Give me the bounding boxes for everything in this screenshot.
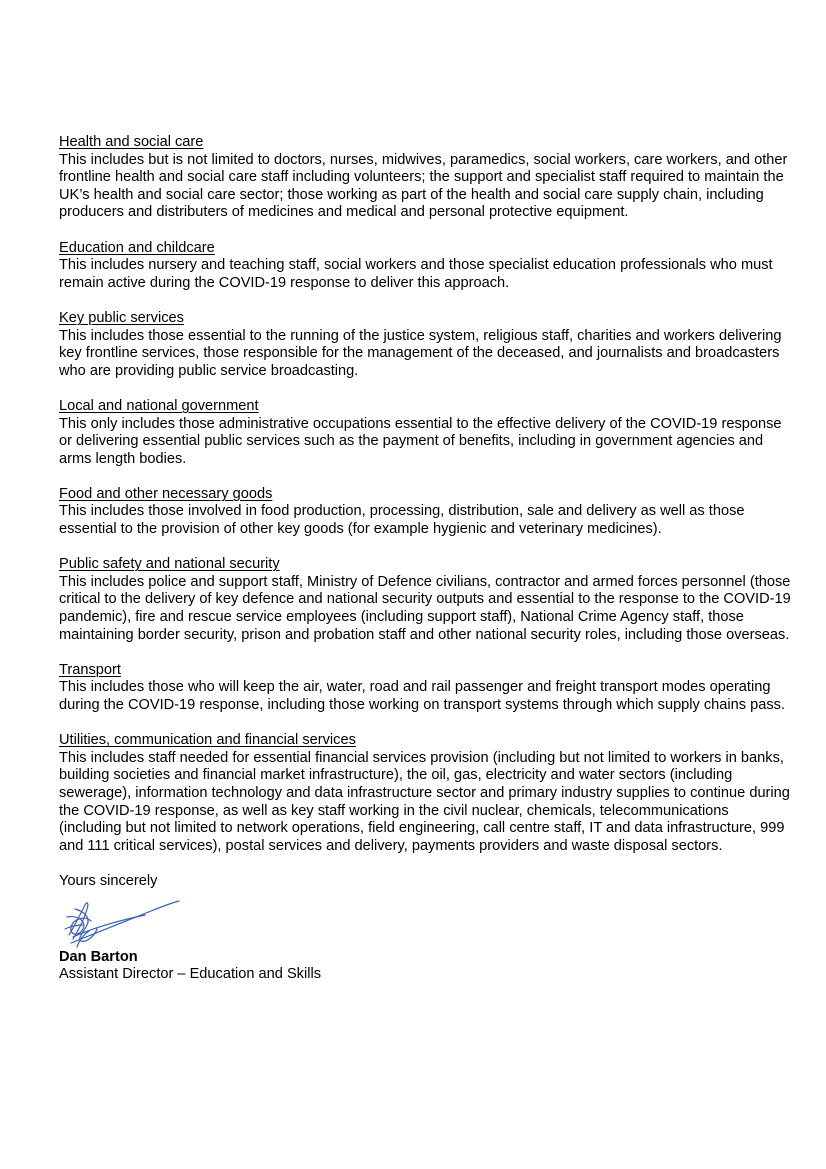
section-body: This includes those essential to the running of the justice system, religious staff, charities and workers delivering key frontline services, those responsible for the management of the deceased, and journalists and broadcasters who are providing public service broadcasting. <box>59 327 782 379</box>
section-heading: Local and national government <box>59 397 259 414</box>
section-body: This only includes those administrative occupations essential to the effective delivery of the COVID-19 response or delivering essential public services such as the payment of benefits, including in government agencies and arms length bodies. <box>59 415 782 467</box>
section-heading: Utilities, communication and financial services <box>59 732 356 749</box>
section-utilities-communication-financial <box>59 732 794 855</box>
section-heading: Education and childcare <box>59 239 215 256</box>
section-heading: Health and social care <box>59 134 204 150</box>
signer-name: Dan Barton <box>59 948 138 965</box>
signer-title: Assistant Director – Education and Skills <box>59 966 321 983</box>
closing-salutation: Yours sincerely <box>59 872 158 889</box>
section-body: This includes staff needed for essential financial services provision (including but not limited to workers in banks, building societies and financial market infrastructure), the oil, gas, electricity and water sectors (including sewerage), information technology and data infrastructure sector and primary industry supplies to continue during the COVID-19 response, as well as key staff working in the civil nuclear, chemicals, telecommunications (including but not limited to network operations, field engineering, call centre staff, IT and data infrastructure, 999 and 111 critical services), postal services and delivery, payments providers and waste disposal sectors. <box>59 749 790 854</box>
section-body: This includes those involved in food production, processing, distribution, sale and delivery as well as those essential to the provision of other key goods (for example hygienic and veterinary medicines). <box>59 503 745 538</box>
section-heading: Public safety and national security <box>59 556 280 573</box>
section-public-safety-and-national-security <box>59 556 794 644</box>
section-body: This includes those who will keep the air, water, road and rail passenger and freight transport modes operating during the COVID-19 response, including those working on transport systems through which supply chains pass. <box>59 679 786 713</box>
section-body: This includes but is not limited to doctors, nurses, midwives, paramedics, social workers, care workers, and other frontline health and social care staff including volunteers; the support and specialist staff required to maintain the UK’s health and social care sector; those working as part of the health and social care supply chain, including producers and distributers of medicines and medical and personal protective equipment. <box>59 151 788 221</box>
section-food-and-necessary-goods <box>59 486 794 539</box>
section-body: This includes police and support staff, Ministry of Defence civilians, contractor and armed forces personnel (those critical to the delivery of key defence and national security outputs and essential to the response to the COVID-19 pandemic), fire and rescue service employees (including support staff), National Crime Agency staff, those maintaining border security, prison and probation staff and other national security roles, including those overseas. <box>59 573 791 643</box>
section-body: This includes nursery and teaching staff, social workers and those specialist education professionals who must remain active during the COVID-19 response to deliver this approach. <box>59 257 773 291</box>
section-heading: Food and other necessary goods <box>59 485 273 502</box>
section-heading: Transport <box>59 661 121 678</box>
section-transport <box>59 662 794 715</box>
section-heading: Key public services <box>59 309 184 326</box>
section-local-and-national-government <box>59 398 794 468</box>
section-key-public-services <box>59 310 794 380</box>
signature-icon <box>61 895 185 949</box>
letter-page <box>59 134 794 984</box>
section-education-and-childcare <box>59 240 794 293</box>
section-health-and-social-care <box>59 134 794 222</box>
